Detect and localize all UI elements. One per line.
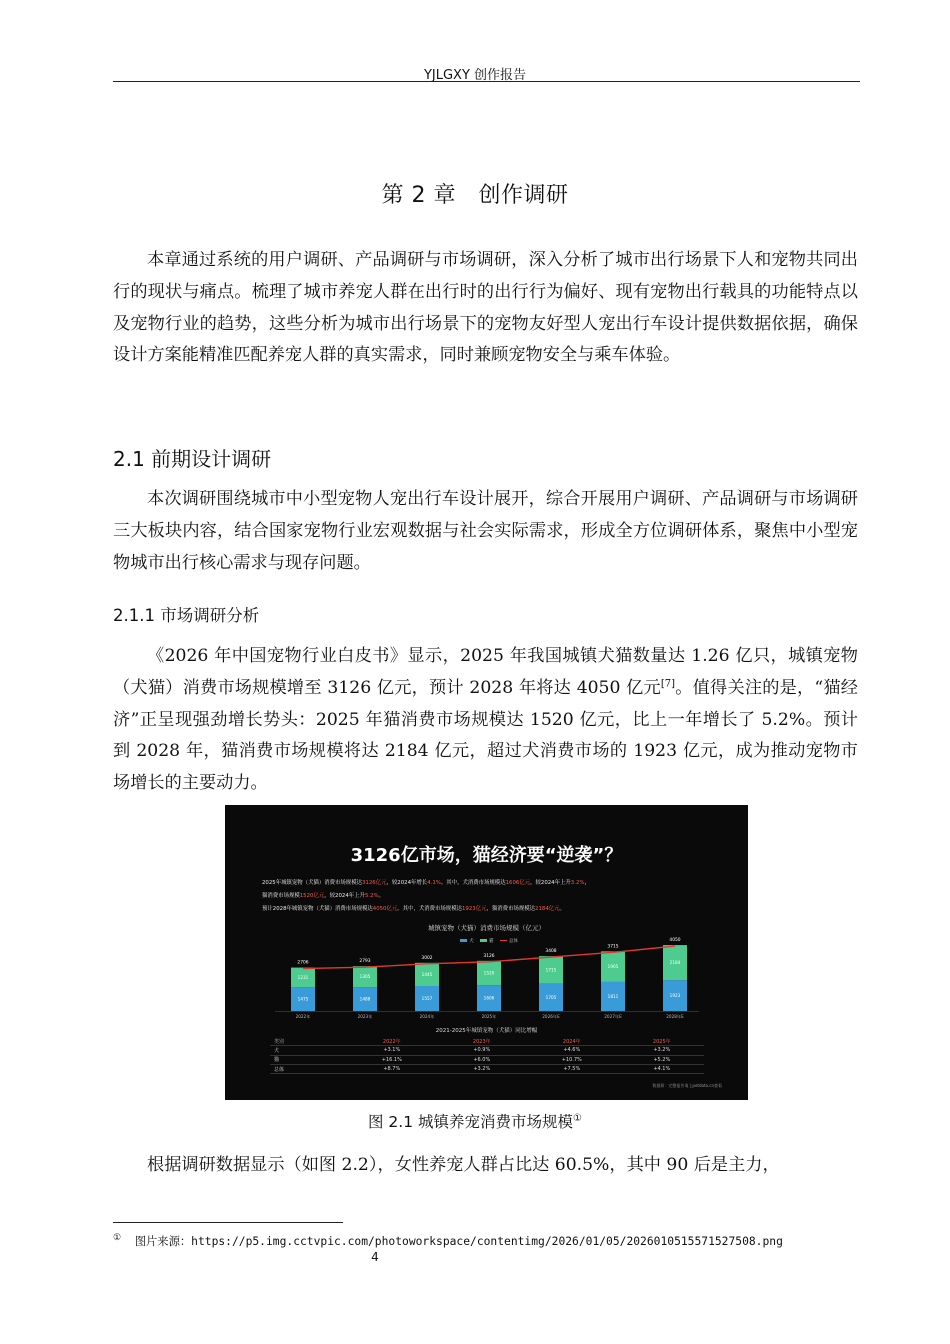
header-rule [113, 81, 860, 82]
data-label-dog: 1606 [483, 995, 495, 1001]
data-label-total: 3002 [421, 955, 433, 961]
data-label-total: 2793 [359, 959, 371, 965]
growth-table-cell: +7.5% [524, 1064, 620, 1073]
intro-paragraph: 本章通过系统的用户调研、产品调研与市场调研，深入分析了城市出行场景下人和宠物共同出行的现状与痛点。梳理了城市养宠人群在出行时的出行行为偏好、现有宠物出行载具的功能特点以及宠物行业的趋势，这些分析为城市出行场景下的宠物友好型人宠出行车设计提供数据依据，确保设计方案能精准匹配养宠人群的真实需求，同时兼顾宠物安全与乘车体验。 [113, 250, 858, 366]
section-2-1-1-paragraph [113, 641, 858, 800]
chart-title: 城镇宠物（犬猫）消费市场规模（亿元） [428, 924, 545, 932]
data-label-cat: 1715 [545, 967, 557, 973]
x-tick-label: 2026年E [542, 1014, 560, 1019]
growth-table-cell: +10.7% [524, 1055, 620, 1064]
data-label-total: 3408 [545, 949, 557, 955]
infographic-line-3: 预计2028年城镇宠物（犬猫）消费市场规模达4050亿元。其中，犬消费市场规模达1923亿元，猫消费市场规模达2184亿元。 [262, 906, 565, 912]
data-label-dog: 1811 [607, 993, 619, 999]
growth-table-cell: +5.2% [620, 1055, 704, 1064]
x-tick-label: 2024年 [419, 1014, 435, 1019]
running-header: YJLGXY 创作报告 [423, 68, 527, 83]
footnote-text: 图片来源：https://p5.img.cctvpic.com/photoworkspace/contentimg/2026/01/05/2026010515571527508.png [134, 1235, 783, 1248]
growth-table-cell: +3.2% [620, 1046, 704, 1055]
growth-table-header-cell: 2022年 [344, 1037, 440, 1046]
legend-label-cat: 猫 [489, 939, 494, 944]
section-heading-2-1-1: 2.1.1 市场调研分析 [113, 606, 260, 625]
paragraph-after-figure: 根据调研数据显示（如图 2.2），女性养宠人群占比达 60.5%，其中 90 后是主力， [147, 1155, 780, 1175]
growth-table-cell: +8.7% [344, 1064, 440, 1073]
data-label-total: 3126 [483, 953, 495, 959]
page-number: 4 [371, 1250, 379, 1264]
growth-table-title: 2021-2025年城镇宠物（犬猫）同比增幅 [435, 1028, 538, 1034]
caption-footnote-mark[interactable]: ① [573, 1112, 582, 1124]
growth-table-row [270, 1037, 704, 1046]
growth-table-cell: +4.1% [620, 1064, 704, 1073]
growth-table [270, 1037, 704, 1074]
x-tick-label: 2028年E [666, 1014, 684, 1019]
legend-label-dog: 犬 [469, 939, 474, 944]
growth-table-cell: 犬 [270, 1046, 344, 1055]
footnote-mark: ① [113, 1233, 122, 1243]
data-label-total: 2706 [297, 960, 309, 966]
growth-table-cell: +16.1% [344, 1055, 440, 1064]
footnote [113, 1233, 783, 1249]
data-label-dog: 1557 [421, 996, 433, 1002]
infographic-source: 数据源：完整报告请上petdata.cn查看 [652, 1083, 722, 1088]
x-tick-label: 2022年 [295, 1014, 311, 1019]
infographic-line-2: 猫消费市场规模1520亿元，较2024年上升5.2%。 [262, 893, 385, 899]
data-label-dog: 1923 [669, 993, 681, 999]
growth-table-cell: +4.6% [524, 1046, 620, 1055]
chapter-title: 第 2 章 创作调研 [381, 183, 569, 208]
data-label-total: 3715 [607, 944, 619, 950]
growth-table-cell: 猫 [270, 1055, 344, 1064]
footnote-rule [113, 1222, 343, 1223]
section-2-1-paragraph: 本次调研围绕城市中小型宠物人宠出行车设计展开，综合开展用户调研、产品调研与市场调研三大板块内容，结合国家宠物行业宏观数据与社会实际需求，形成全方位调研体系，聚焦中小型宠物城市出行核心需求与现存问题。 [113, 489, 858, 573]
data-label-cat: 1305 [359, 974, 371, 980]
legend-label-total: 总体 [508, 939, 518, 944]
section-heading-2-1: 2.1 前期设计调研 [113, 447, 272, 471]
growth-table-cell: +3.1% [344, 1046, 440, 1055]
growth-table-header-cell: 2023年 [440, 1037, 524, 1046]
x-tick-label: 2025年 [481, 1014, 497, 1019]
growth-table-header-cell: 2025年 [620, 1037, 704, 1046]
growth-table-row [270, 1046, 704, 1055]
infographic-line-1: 2025年城镇宠物（犬猫）消费市场规模达3126亿元，较2024年增长4.1%。其中，犬消费市场规模达1606亿元，较2024年上升3.2%， [262, 880, 590, 886]
infographic-title: 3126亿市场，猫经济要“逆袭”？ [350, 845, 623, 866]
growth-table-row [270, 1055, 704, 1064]
growth-table-row [270, 1064, 704, 1073]
data-label-cat: 2184 [669, 960, 681, 966]
data-label-cat: 1905 [607, 964, 619, 970]
growth-table-cell: +0.9% [440, 1046, 524, 1055]
growth-table-header-cell: 2024年 [524, 1037, 620, 1046]
data-label-dog: 1475 [297, 996, 309, 1002]
data-label-dog: 1488 [359, 996, 371, 1002]
growth-table-cell: +3.2% [440, 1064, 524, 1073]
data-label-total: 4050 [669, 938, 681, 944]
x-tick-label: 2023年 [357, 1014, 373, 1019]
market-text-before: 《2026 年中国宠物行业白皮书》显示，2025 年我国城镇犬猫数量达 1.26 亿只，城镇宠物（犬猫）消费市场规模增至 3126 亿元，预计 2028 年将达 4050 亿元 [113, 646, 858, 698]
data-label-cat: 1520 [483, 970, 495, 976]
market-infographic [225, 805, 748, 1100]
growth-table-cell: +6.0% [440, 1055, 524, 1064]
data-label-cat: 1231 [297, 974, 309, 980]
growth-table-header-cell: 类别 [270, 1037, 344, 1046]
data-label-cat: 1445 [421, 971, 433, 977]
x-tick-label: 2027年E [604, 1014, 622, 1019]
data-label-dog: 1705 [545, 994, 557, 1000]
growth-table-cell: 总体 [270, 1064, 344, 1073]
figure-caption: 图 2.1 城镇养宠消费市场规模① [368, 1112, 582, 1131]
market-text-after: 。值得关注的是，“猫经济”正呈现强劲增长势头：2025 年猫消费市场规模达 1520 亿元，比上一年增长了 5.2%。预计到 2028 年，猫消费市场规模将达 2184 亿元，超过犬消费市场的 1923 亿元，成为推动宠物市场增长的主要动力。 [113, 677, 858, 794]
citation-7[interactable]: [7] [660, 678, 676, 690]
